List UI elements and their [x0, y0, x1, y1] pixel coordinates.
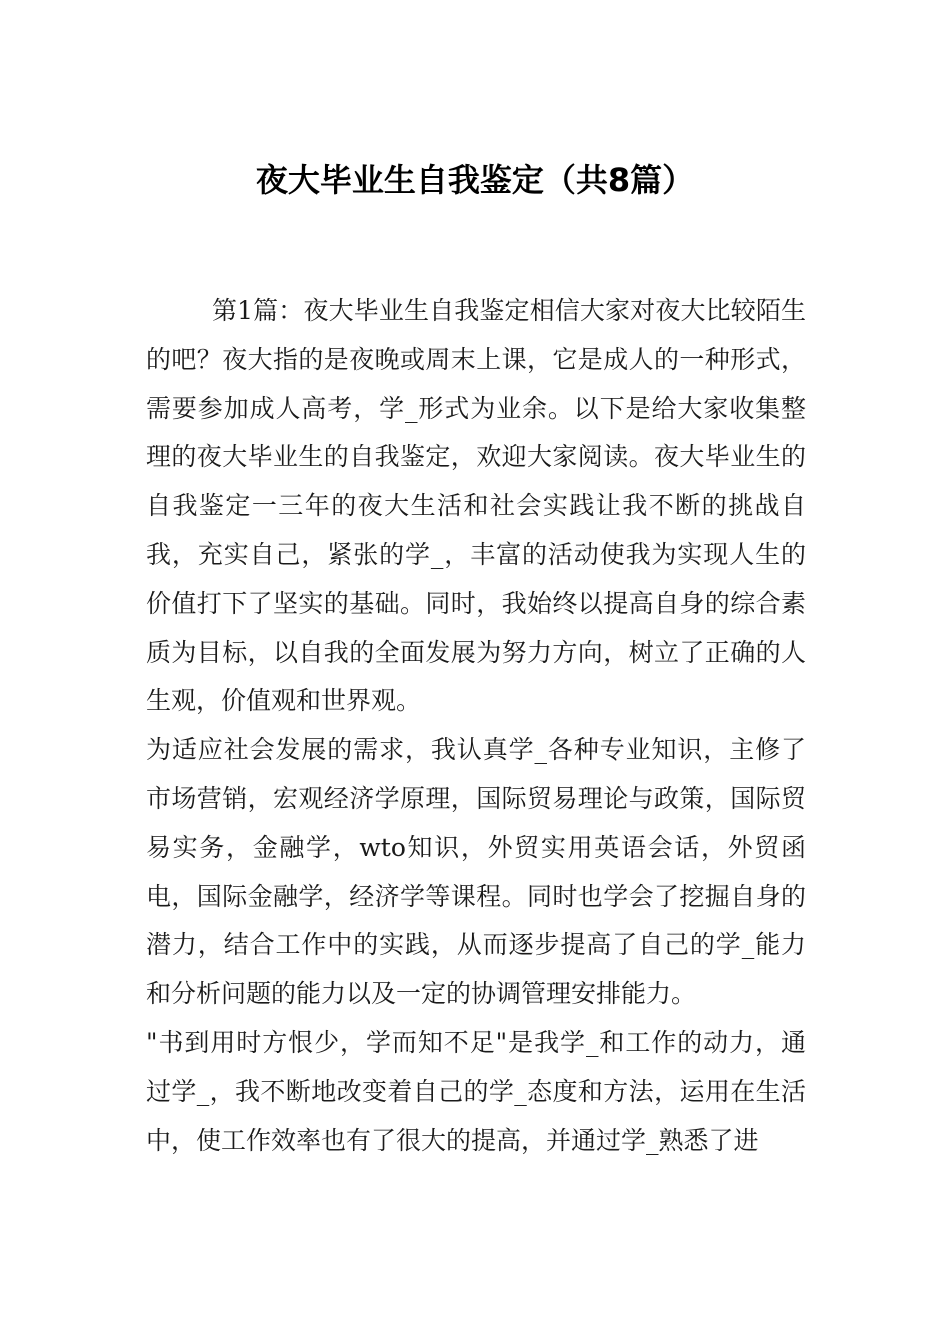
- document-title: 夜大毕业生自我鉴定（共8篇）: [255, 161, 695, 199]
- document-body: [146, 287, 806, 1165]
- paragraph-1: 第1篇：夜大毕业生自我鉴定相信大家对夜大比较陌生的吧？夜大指的是夜晚或周末上课，它是成人的一种形式，需要参加成人高考，学_形式为业余。以下是给大家收集整理的夜大毕业生的自我鉴定，欢迎大家阅读。夜大毕业生的自我鉴定一三年的夜大生活和社会实践让我不断的挑战自我，充实自己，紧张的学_，丰富的活动使我为实现人生的价值打下了坚实的基础。同时，我始终以提高自身的综合素质为目标，以自我的全面发展为努力方向，树立了正确的人生观，价值观和世界观。: [146, 296, 806, 716]
- paragraph-3: "书到用时方恨少，学而知不足"是我学_和工作的动力，通过学_，我不断地改变着自己的学_态度和方法，运用在生活中，使工作效率也有了很大的提高，并通过学_熟悉了进: [146, 1027, 806, 1155]
- paragraph-2: 为适应社会发展的需求，我认真学_各种专业知识，主修了市场营销，宏观经济学原理，国际贸易理论与政策，国际贸易实务，金融学，wto知识，外贸实用英语会话，外贸函电，国际金融学，经济学等课程。同时也学会了挖掘自身的潜力，结合工作中的实践，从而逐步提高了自己的学_能力和分析问题的能力以及一定的协调管理安排能力。: [146, 735, 806, 1009]
